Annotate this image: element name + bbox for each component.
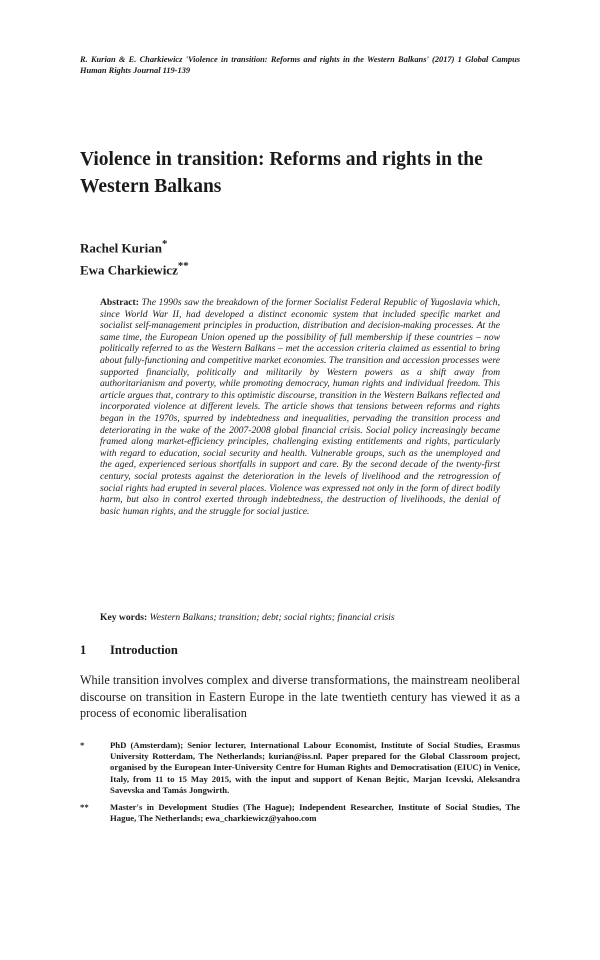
section-number: 1	[80, 643, 87, 657]
body-paragraph: While transition involves complex and diverse transformations, the mainstream neoliberal discourse on transition in Eastern Europe in the late twentieth century has viewed it as a process of economic liberalisation	[80, 673, 520, 720]
keywords-label: Key words:	[100, 612, 148, 623]
running-head: R. Kurian & E. Charkiewicz 'Violence in transition: Reforms and rights in the Western Balkans' (2017) 1 Global Campus Human Rights Journal 119-139	[80, 55, 520, 75]
footnote	[80, 740, 520, 796]
author-footnote-mark: *	[161, 238, 168, 250]
author-footnote-mark: **	[177, 260, 189, 273]
footnote-mark: **	[80, 802, 89, 813]
author-name: Rachel Kurian	[80, 240, 162, 256]
section-heading	[80, 642, 178, 658]
author-list	[80, 235, 189, 280]
abstract-text: The 1990s saw the breakdown of the former Socialist Federal Republic of Yugoslavia which, since World War II, had developed a distinct economic system that included specific market and socialist self-management principles in production, distribution and decision-making processes. At the same time, the European Union opened up the possibility of full membership if these countries – now politically referred to as the Western Balkans – met the accession criteria claimed as essential to bring about fully-functioning and competitive market economies. The transition and accession processes were supported financially, politically and militarily by Western powers as a shift away from authoritarianism and poverty, while promoting democracy, human rights and individual freedom. This article argues that, contrary to this optimistic discourse, transition in the Western Balkans reflected and incorporated violence at different levels. The article shows that tensions between reforms and rights began in the 1970s, spurred by indebtedness and inequalities, pervading the transition process and deteriorating in the wake of the 2007-2008 global financial crisis. Social policy increasingly became framed along market-efficiency principles, challenging existing entitlements and rights, particularly with regard to education, social security and health. Vulnerable groups, such as the unemployed and the aged, experienced serious shortfalls in support and care. By the second decade of the twenty-first century, social protests against the deterioration in the levels of livelihood and the retrogression of social rights had erupted in several places. Violence was expressed not only in the form of direct bodily harm, but also in control exerted through indebtedness, the destruction of livelihoods, the denial of basic human rights, and the struggle for social justice.	[100, 297, 500, 517]
paper-title: Violence in transition: Reforms and rights in the Western Balkans	[80, 149, 483, 197]
footnote	[80, 802, 520, 824]
footnote-text: Master's in Development Studies (The Hague); Independent Researcher, Institute of Social Studies, The Hague, The Netherlands; ewa_charkiewicz@yahoo.com	[110, 802, 520, 824]
footnote-mark: *	[80, 740, 85, 750]
footnote-text: PhD (Amsterdam); Senior lecturer, International Labour Economist, Institute of Social Studies, Erasmus University Rotterdam, The Netherlands; kurian@iss.nl. Paper prepared for the Global Classroom project, organised by the European Inter-University Centre for Human Rights and Democratisation (EIUC) in Venice, Italy, from 11 to 15 May 2015, with the input and support of Kenan Bejtic, Marjan Icevski, Aleksandra Savevska and Tamás Jongwirth.	[110, 740, 520, 795]
abstract-label: Abstract:	[100, 297, 139, 308]
section-title: Introduction	[110, 643, 178, 657]
author-name: Ewa Charkiewicz	[80, 262, 178, 278]
keywords	[100, 612, 500, 624]
footnotes	[80, 740, 520, 830]
author-entry	[80, 257, 189, 279]
abstract	[100, 297, 500, 517]
author-entry	[80, 235, 189, 257]
keywords-text: Western Balkans; transition; debt; social rights; financial crisis	[149, 612, 395, 623]
